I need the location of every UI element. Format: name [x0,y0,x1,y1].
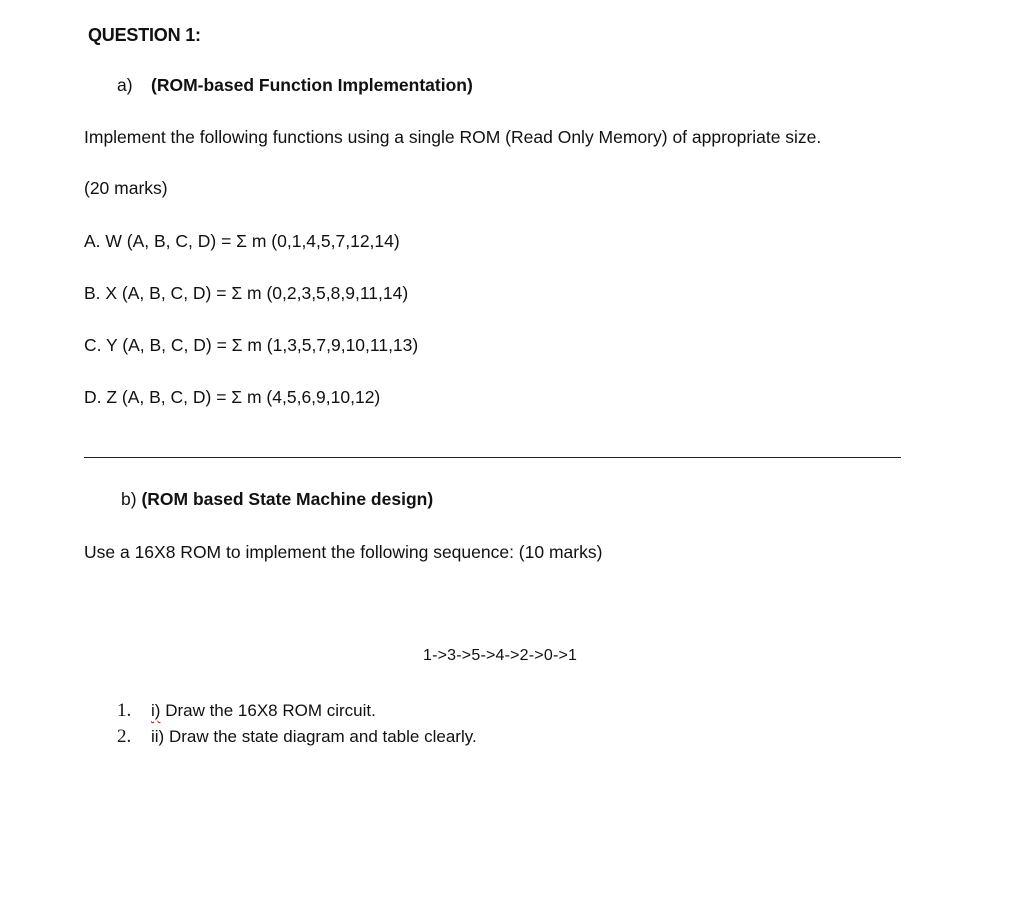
state-sequence: 1->3->5->4->2->0->1 [423,647,578,664]
list-marker: i) [151,701,161,720]
part-b-label: b) [121,489,137,509]
function-z: D. Z (A, B, C, D) = Σ m (4,5,6,9,10,12) [84,387,381,407]
list-text: Draw the state diagram and table clearly. [168,727,477,746]
part-b-instruction: Use a 16X8 ROM to implement the following sequence: (10 marks) [84,542,603,562]
part-a-marks: (20 marks) [84,178,168,198]
part-a-instruction: Implement the following functions using a single ROM (Read Only Memory) of appropriate size. [84,127,822,147]
function-x: B. X (A, B, C, D) = Σ m (0,2,3,5,8,9,11,14) [84,283,409,303]
part-b-heading: (ROM based State Machine design) [141,489,434,509]
list-item [117,701,376,720]
function-y: C. Y (A, B, C, D) = Σ m (1,3,5,7,9,10,11,13) [84,335,419,355]
question-title: QUESTION 1: [88,25,201,45]
part-b-heading-line [121,491,433,509]
list-text: Draw the 16X8 ROM circuit. [165,701,376,720]
list-item [117,727,477,746]
part-a-label: a) [117,75,133,95]
part-a-heading: (ROM-based Function Implementation) [151,75,473,95]
list-number: 2. [117,726,132,747]
section-divider [84,457,901,458]
list-marker: ii) [151,727,165,746]
function-w: A. W (A, B, C, D) = Σ m (0,1,4,5,7,12,14) [84,231,400,251]
part-a-heading-line [117,77,473,95]
list-number: 1. [117,700,132,721]
